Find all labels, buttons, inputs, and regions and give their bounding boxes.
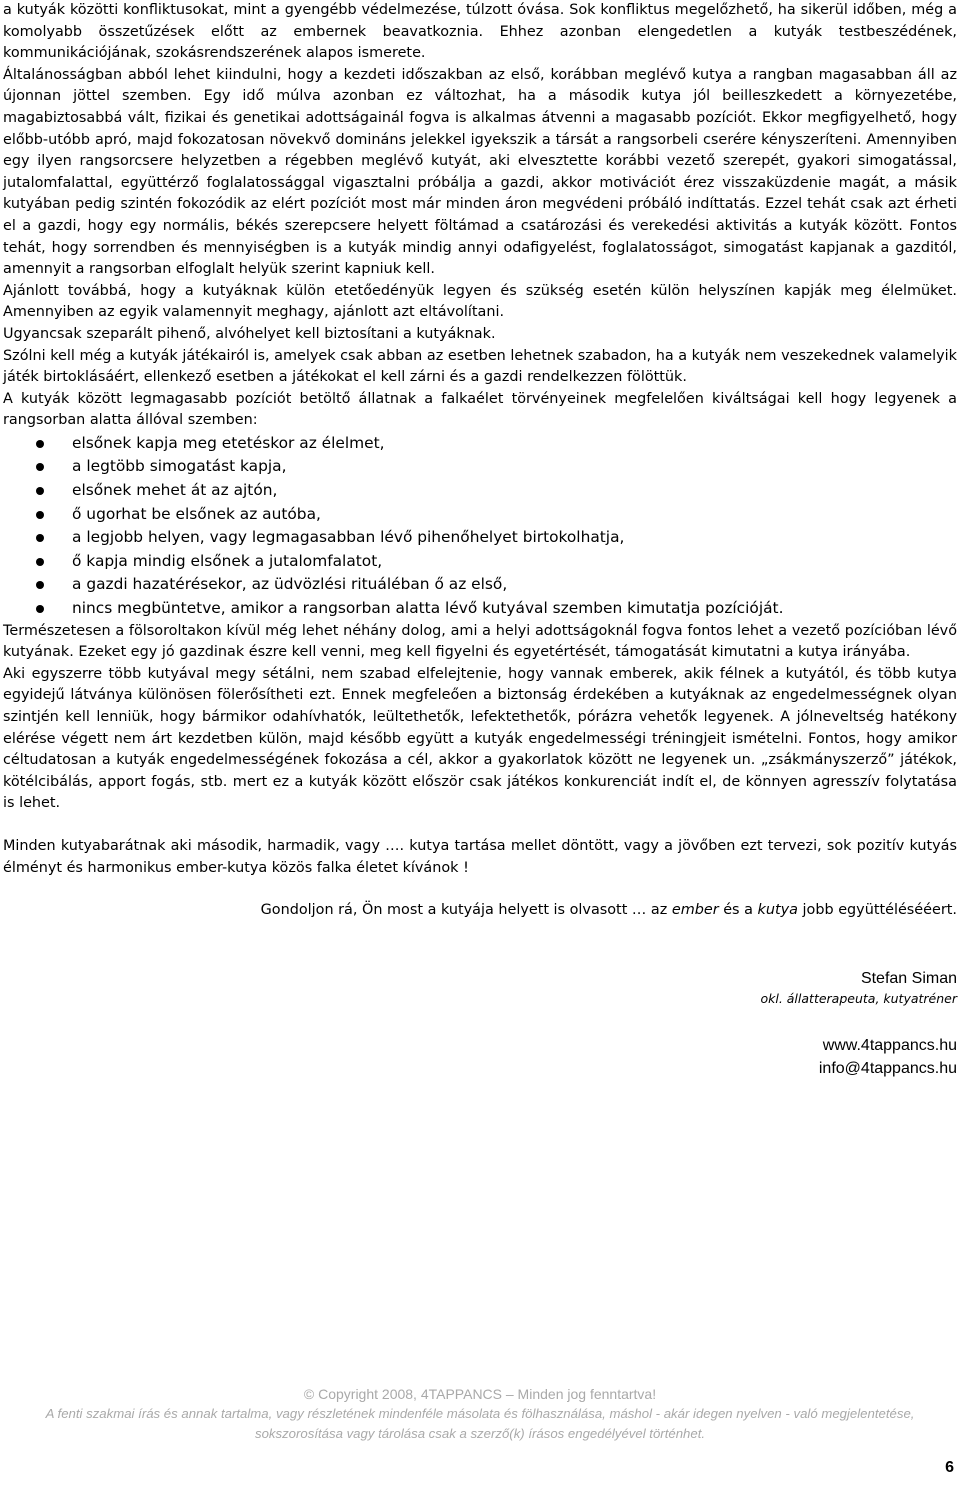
page-number: 6 — [945, 1459, 954, 1476]
copyright-notice: © Copyright 2008, 4TAPPANCS – Minden jog fenntartva! — [303, 1386, 657, 1402]
list-item: a legtöbb simogatást kapja, — [3, 455, 957, 479]
author-title: okl. állatterapeuta, kutyatréner — [760, 990, 957, 1006]
paragraph-privileges-intro: A kutyák között legmagasabb pozíciót betöltő állatnak a falkaélet törvényeinek megfelelően kiváltságai kell hogy legyenek a rangsorban alatta állóval szemben: — [3, 390, 957, 429]
privileges-list — [3, 432, 957, 621]
paragraph-wish: Minden kutyabarátnak aki második, harmadik, vagy …. kutya tartása mellet döntött, vagy a jövőben ezt tervezi, sok pozitív kutyás élményt és harmonikus ember-kutya közös falka életet kívánok ! — [3, 837, 957, 876]
bullet-icon — [36, 534, 44, 542]
bullet-icon — [36, 581, 44, 589]
footer-disclaimer: A fenti szakmai írás és annak tartalma, vagy részletének mindenféle másolata és fölhasználása, máshol - akár idegen nyelven - való megjelentetése, sokszorosítása vagy tárolása csak a szerző(k) írásos engedélyével történhet. — [45, 1406, 915, 1441]
paragraph-toys: Szólni kell még a kutyák játékairól is, amelyek csak abban az esetben lehetnek szabadon, ha a kutyák nem veszekednek valamelyik játék birtoklásáért, ellenkező esetben a játékokat el kell zárni és a gazdi rendelkezzen fölöttük. — [3, 347, 957, 386]
email-link[interactable]: info@4tappancs.hu — [818, 1059, 957, 1077]
list-item: a gazdi hazatérésekor, az üdvözlési rituáléban ő az első, — [3, 573, 957, 597]
author-name: Stefan Siman — [860, 969, 957, 987]
list-item: elsőnek mehet át az ajtón, — [3, 479, 957, 503]
list-item: nincs megbüntetve, amikor a rangsorban alatta lévő kutyával szemben kimutatja pozícióját. — [3, 597, 957, 621]
paragraph-leader: Természetesen a fölsoroltakon kívül még lehet néhány dolog, ami a helyi adottságoknál fogva fontos lehet a vezető pozícióban lévő kutyának. Ezeket egy jó gazdinak észre kell venni, meg kell figyelni és egyetértését, támogatását kimutatni a kutya irányába. — [3, 622, 957, 661]
paragraph-feeding: Ajánlott továbbá, hogy a kutyáknak külön etetőedényük legyen és szükség esetén külön helyszínen kapják meg élelmüket. Amennyiben az egyik valamennyit meghagy, ajánlott azt eltávolítani. — [3, 282, 957, 321]
bullet-icon — [36, 558, 44, 566]
list-item: a legjobb helyen, vagy legmagasabban lévő pihenőhelyet birtokolhatja, — [3, 526, 957, 550]
document-page — [3, 0, 957, 1080]
paragraph-conflicts: a kutyák közötti konfliktusokat, mint a gyengébb védelmezése, túlzott óvása. Sok konfliktus megelőzhető, ha sikerül időben, még a komolyabb összetűzések előtt az embernek beavatkoznia. Ehhez azonban elengedetlen a kutyák testbeszédének, kommunikációjának, szokásrendszerének alapos ismerete. — [3, 2, 957, 62]
list-item: ő kapja mindig elsőnek a jutalomfalatot, — [3, 550, 957, 574]
list-item: elsőnek kapja meg etetéskor az élelmet, — [3, 432, 957, 456]
closing-line: Gondoljon rá, Ön most a kutyája helyett is olvasott … az ember és a kutya jobb együttélésééert. — [260, 902, 957, 919]
paragraph-walking: Aki egyszerre több kutyával megy sétálni, nem szabad elfelejtenie, hogy vannak emberek, akik félnek a kutyától, és több kutya egyidejű látványa különösen fölerősítheti ezt. Ennek megfeleően a biztonság érdekében a kutyáknak az engedelmességnek olyan szintjén kell lenniük, hogy bármikor odahívhatók, leültethetők, lefektethetők, pórázra vehetők legyenek. A jólneveltség hatékony elérése végett nem árt kezdetben külön, majd később együtt a kutyák engedelmességi tréningjeit ismételni. Fontos, hogy amikor céltudatosan a kutyák engedelmességének fokozása a cél, akkor a gyakorlatok között ne legyenek un. „zsákmányszerző” játékok, kötélcibálás, apport fogás, stb. mert ez a kutyák között először csak játékos konkurenciát indít el, de könnyen agresszív folytatása is lehet. — [3, 665, 957, 812]
paragraph-resting: Ugyancsak szeparált pihenő, alvóhelyet kell biztosítani a kutyáknak. — [3, 325, 496, 342]
bullet-icon — [36, 511, 44, 519]
paragraph-rank: Általánosságban abból lehet kiindulni, hogy a kezdeti időszakban az első, korábban meglévő kutya a rangban magasabban áll az újonnan jöttel szemben. Egy idő múlva azonban ez változhat, ha a második kutya jól beilleszkedett a környezetébe, magabiztosabbá vált, fizikai és genetikai adottságainál fogva is alkalmas átvenni a magasabb pozíciót. Ekkor megfigyelhető, hogy előbb-utóbb apró, majd fokozatosan növekvő domináns jelekkel igyekszik a társát a rangsorbeli cserére kényszeríteni. Amennyiben egy ilyen rangsorcsere helyzetben a régebben meglévő kutyát, aki elvesztette korábbi vezető szerepét, gyakori simogatással, jutalomfalattal, együttérző foglalatossággal vigasztalni próbálja a gazdi, akkor motivációt érez visszaküzdenie magát, a másik kutyában pedig szintén fokozódik az elért pozíciót most már minden áron megvédeni próbáló indíttatás. Ezzel tehát csak azt érheti el a gazdi, hogy egy normális, békés szerepcsere helyett föltámad a csatározási és verekedési aktivitás a kutyák között. Fontos tehát, hogy sorrendben és mennyiségben is a kutyák mindig annyi odafigyelést, foglalatosságot, simogatást kapjanak a gazditól, amennyit a rangsorban elfoglalt helyük szerint kapniuk kell. — [3, 66, 957, 278]
bullet-icon — [36, 605, 44, 613]
bullet-icon — [36, 487, 44, 495]
website-link[interactable]: www.4tappancs.hu — [822, 1036, 957, 1054]
bullet-icon — [36, 440, 44, 448]
bullet-icon — [36, 463, 44, 471]
list-item: ő ugorhat be elsőnek az autóba, — [3, 503, 957, 527]
